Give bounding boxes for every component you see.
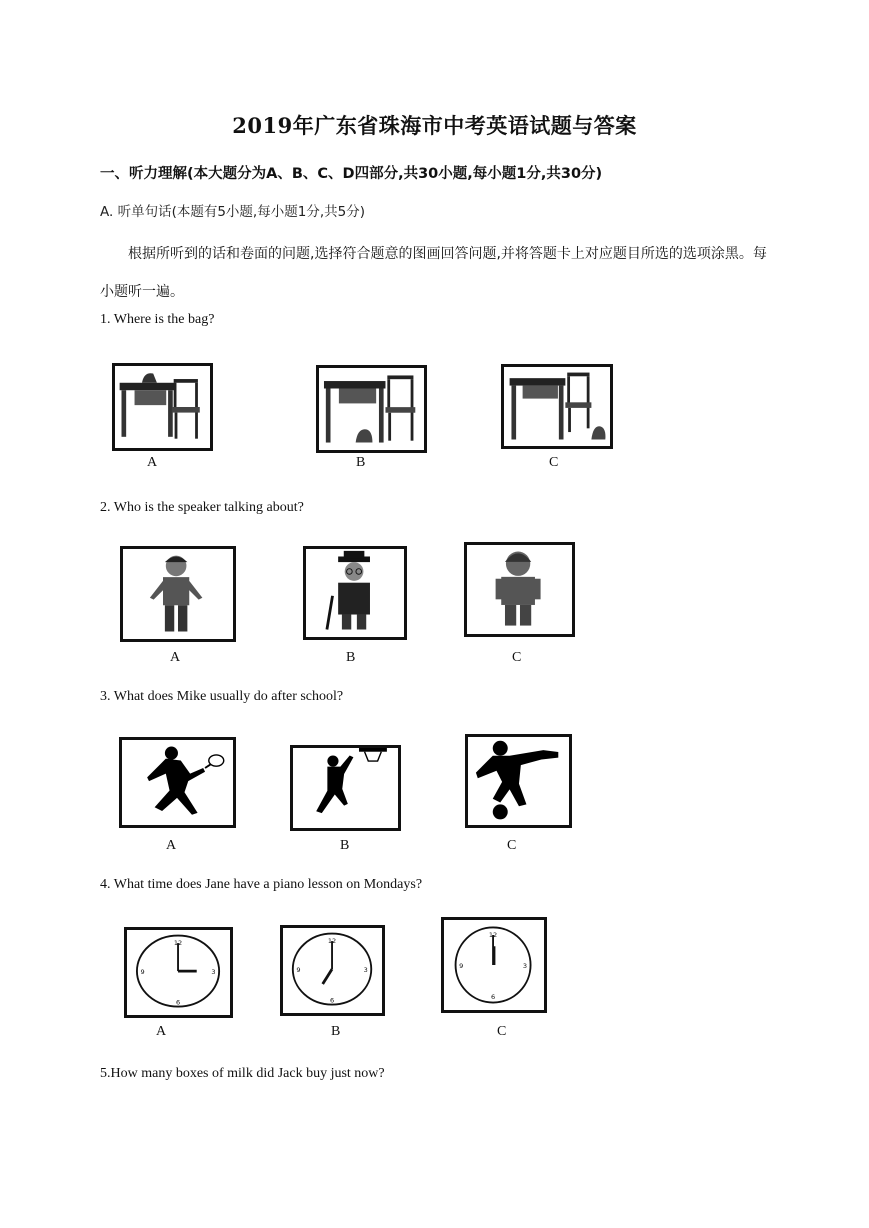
svg-text:12: 12 — [488, 930, 498, 939]
q3-option-b-label: B — [340, 838, 350, 853]
svg-text:6: 6 — [329, 996, 335, 1005]
q4-option-a-label: A — [156, 1024, 167, 1039]
clock-icon — [283, 928, 382, 1013]
q1-option-a-picture[interactable] — [112, 363, 213, 451]
svg-text:9: 9 — [140, 967, 145, 976]
svg-text:9: 9 — [296, 965, 301, 974]
part-heading: A. 听单句话(本题有5小题,每小题1分,共5分) — [100, 204, 365, 220]
svg-text:3: 3 — [522, 961, 528, 970]
q1-option-c-picture[interactable] — [501, 364, 613, 449]
svg-text:12: 12 — [327, 936, 337, 945]
q2-option-b-label: B — [346, 650, 356, 665]
tennis-icon — [122, 740, 233, 825]
svg-text:3: 3 — [211, 967, 216, 976]
question-3: 3. What does Mike usually do after school? — [100, 689, 344, 704]
q2-option-a-label: A — [170, 650, 181, 665]
q2-option-a-picture[interactable] — [120, 546, 236, 642]
q3-option-c-picture[interactable] — [465, 734, 572, 828]
basketball-icon — [293, 748, 398, 828]
q3-option-b-picture[interactable] — [290, 745, 401, 831]
q1-option-b-picture[interactable] — [316, 365, 427, 453]
q1-option-c-label: C — [549, 455, 559, 470]
q3-option-c-label: C — [507, 838, 517, 853]
instruction-text: 根据所听到的话和卷面的问题,选择符合题意的图画回答问题,并将答题卡上对应题目所选的选项涂黑。每小题听一遍。 — [100, 246, 767, 300]
football-icon — [468, 737, 569, 825]
section-heading: 一、听力理解(本大题分为A、B、C、D四部分,共30小题,每小题1分,共30分) — [100, 166, 603, 182]
question-2: 2. Who is the speaker talking about? — [100, 500, 304, 515]
old-man-icon — [306, 549, 404, 637]
svg-text:9: 9 — [459, 961, 464, 970]
boy-icon — [123, 549, 233, 639]
q4-option-a-picture[interactable] — [124, 927, 233, 1018]
q1-option-a-label: A — [147, 455, 158, 470]
question-1: 1. Where is the bag? — [100, 312, 215, 327]
q2-option-c-label: C — [512, 650, 522, 665]
desk-chair-icon — [319, 368, 424, 450]
clock-icon — [444, 920, 544, 1010]
woman-icon — [467, 545, 572, 634]
clock-icon — [127, 930, 230, 1015]
svg-text:12: 12 — [173, 938, 183, 947]
q4-option-b-label: B — [331, 1024, 341, 1039]
svg-text:6: 6 — [490, 992, 496, 1001]
question-5: 5.How many boxes of milk did Jack buy just now? — [100, 1066, 385, 1081]
page-title: 2019年广东省珠海市中考英语试题与答案 — [232, 113, 637, 138]
q2-option-b-picture[interactable] — [303, 546, 407, 640]
q4-option-c-picture[interactable] — [441, 917, 547, 1013]
q2-option-c-picture[interactable] — [464, 542, 575, 637]
q4-option-b-picture[interactable] — [280, 925, 385, 1016]
question-4: 4. What time does Jane have a piano lesson on Mondays? — [100, 877, 423, 892]
desk-chair-icon — [504, 367, 610, 446]
desk-chair-icon — [115, 366, 210, 448]
svg-text:3: 3 — [363, 965, 368, 974]
q1-option-b-label: B — [356, 455, 366, 470]
svg-text:6: 6 — [175, 998, 181, 1007]
q3-option-a-picture[interactable] — [119, 737, 236, 828]
q4-option-c-label: C — [497, 1024, 507, 1039]
q3-option-a-label: A — [166, 838, 177, 853]
